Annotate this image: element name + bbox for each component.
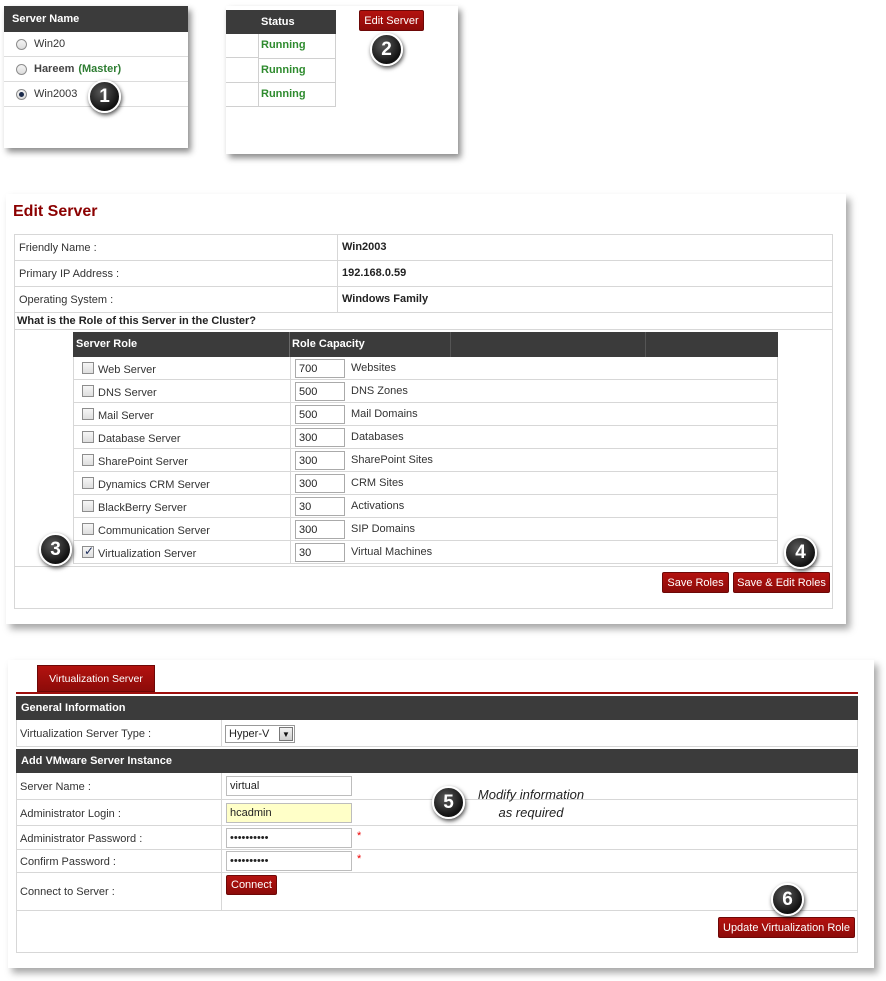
- step-badge-5: 5: [432, 786, 465, 819]
- os-row: [14, 287, 833, 313]
- ip-row: [14, 261, 833, 287]
- capacity-unit: Websites: [351, 362, 397, 374]
- role-name: BlackBerry Server: [98, 502, 187, 514]
- edit-server-button[interactable]: Edit Server: [359, 10, 424, 31]
- step-badge-6: 6: [771, 883, 804, 916]
- stub-cell: [226, 59, 258, 83]
- admin-password-row: [16, 826, 858, 850]
- divider: [221, 873, 222, 910]
- tab-virtualization-server[interactable]: Virtualization Server: [37, 665, 155, 692]
- role-name: Mail Server: [98, 410, 154, 422]
- capacity-unit: Virtual Machines: [351, 546, 433, 558]
- step-badge-1: 1: [88, 80, 121, 113]
- checkbox[interactable]: [82, 362, 94, 374]
- required-mark: *: [357, 830, 362, 842]
- admin-password-label: Administrator Password :: [20, 833, 143, 845]
- capacity-input[interactable]: 30: [295, 543, 345, 562]
- admin-password-input[interactable]: ••••••••••: [226, 828, 352, 848]
- role-name: Dynamics CRM Server: [98, 479, 210, 491]
- server-name-label: Server Name :: [20, 781, 91, 793]
- admin-login-input[interactable]: hcadmin: [226, 803, 352, 823]
- friendly-name-label: Friendly Name :: [19, 242, 97, 254]
- server-name: Hareem: [34, 63, 75, 75]
- checkbox[interactable]: [82, 385, 94, 397]
- capacity-unit: Databases: [351, 431, 404, 443]
- checkbox[interactable]: [82, 454, 94, 466]
- capacity-input[interactable]: 500: [295, 405, 345, 424]
- divider: [290, 357, 291, 379]
- checkbox[interactable]: [82, 477, 94, 489]
- os-label: Operating System :: [19, 294, 114, 306]
- col-divider: [450, 332, 451, 357]
- capacity-input[interactable]: 300: [295, 451, 345, 470]
- divider: [221, 720, 222, 746]
- server-type-select[interactable]: [225, 725, 295, 743]
- save-roles-button[interactable]: Save Roles: [662, 572, 729, 593]
- vmware-header: Add VMware Server Instance: [16, 749, 858, 773]
- connect-button[interactable]: Connect: [226, 875, 277, 895]
- role-name: Database Server: [98, 433, 181, 445]
- status-running: Running: [258, 34, 336, 59]
- role-name: SharePoint Server: [98, 456, 188, 468]
- divider: [221, 800, 222, 825]
- step-badge-2: 2: [370, 33, 403, 66]
- admin-login-label: Administrator Login :: [20, 808, 121, 820]
- note-line-2: as required: [498, 805, 564, 820]
- capacity-unit: Activations: [351, 500, 405, 512]
- status-stub-header: [226, 10, 258, 34]
- role-name: Virtualization Server: [98, 548, 197, 560]
- role-row-database: [73, 426, 778, 449]
- capacity-input[interactable]: 300: [295, 520, 345, 539]
- capacity-unit: SharePoint Sites: [351, 454, 433, 466]
- status-header: Status: [258, 10, 336, 34]
- capacity-input[interactable]: 300: [295, 474, 345, 493]
- divider: [337, 287, 338, 312]
- role-name: Communication Server: [98, 525, 210, 537]
- divider: [290, 541, 291, 563]
- role-row-communication: [73, 518, 778, 541]
- capacity-input[interactable]: 30: [295, 497, 345, 516]
- friendly-name-value: Win2003: [342, 241, 387, 253]
- ip-label: Primary IP Address :: [19, 268, 120, 280]
- role-row-dns: [73, 380, 778, 403]
- page-title: Edit Server: [13, 203, 98, 220]
- divider: [290, 495, 291, 517]
- role-question: What is the Role of this Server in the Cluster?: [17, 315, 256, 327]
- server-row-hareem[interactable]: [4, 57, 188, 82]
- general-info-header: General Information: [16, 696, 858, 720]
- checkbox[interactable]: [82, 523, 94, 535]
- capacity-unit: Mail Domains: [351, 408, 418, 420]
- capacity-input[interactable]: 700: [295, 359, 345, 378]
- divider: [221, 850, 222, 872]
- divider: [290, 380, 291, 402]
- ip-value: 192.168.0.59: [342, 267, 407, 279]
- col-role-header: Server Role: [76, 338, 138, 350]
- confirm-password-label: Confirm Password :: [20, 856, 116, 868]
- server-name-header: Server Name: [4, 6, 188, 32]
- capacity-input[interactable]: 500: [295, 382, 345, 401]
- note-text: [464, 786, 598, 822]
- role-row-blackberry: [73, 495, 778, 518]
- col-capacity-header: Role Capacity: [292, 338, 365, 350]
- divider: [337, 235, 338, 260]
- checkbox[interactable]: [82, 500, 94, 512]
- server-name: Win20: [34, 38, 66, 50]
- step-badge-4: 4: [784, 536, 817, 569]
- role-row-crm: [73, 472, 778, 495]
- divider: [290, 403, 291, 425]
- tab-underline: [16, 692, 858, 694]
- save-edit-roles-button[interactable]: Save & Edit Roles: [733, 572, 830, 593]
- checkbox[interactable]: [82, 408, 94, 420]
- divider: [221, 773, 222, 799]
- roles-table-header: [73, 332, 778, 357]
- server-row-win20[interactable]: [4, 32, 188, 57]
- col-divider: [289, 332, 290, 357]
- role-name: Web Server: [98, 364, 156, 376]
- role-name: DNS Server: [98, 387, 157, 399]
- connect-row: [16, 873, 858, 911]
- divider: [221, 826, 222, 849]
- server-name: Win2003: [34, 88, 78, 100]
- note-line-1: Modify information: [477, 787, 585, 802]
- divider: [290, 449, 291, 471]
- divider: [290, 518, 291, 540]
- radio-button-selected[interactable]: [16, 89, 27, 100]
- chevron-down-icon[interactable]: ▼: [279, 727, 293, 741]
- role-row-web: [73, 357, 778, 380]
- master-label: (Master): [78, 63, 122, 75]
- checkbox-checked[interactable]: [82, 546, 94, 558]
- connect-label: Connect to Server :: [20, 886, 115, 898]
- os-value: Windows Family: [342, 293, 429, 305]
- question-divider: [14, 329, 833, 330]
- capacity-unit: CRM Sites: [351, 477, 404, 489]
- divider: [290, 472, 291, 494]
- status-running: Running: [258, 59, 336, 83]
- capacity-unit: SIP Domains: [351, 523, 415, 535]
- server-name-input[interactable]: virtual: [226, 776, 352, 796]
- stub-cell: [226, 83, 258, 107]
- role-row-mail: [73, 403, 778, 426]
- radio-button[interactable]: [16, 39, 27, 50]
- step-badge-3: 3: [39, 533, 72, 566]
- role-row-sharepoint: [73, 449, 778, 472]
- confirm-password-input[interactable]: ••••••••••: [226, 851, 352, 871]
- capacity-unit: DNS Zones: [351, 385, 408, 397]
- capacity-input[interactable]: 300: [295, 428, 345, 447]
- divider: [337, 261, 338, 286]
- server-type-value: Hyper-V: [229, 728, 270, 740]
- server-type-row: [16, 720, 858, 747]
- radio-button[interactable]: [16, 64, 27, 75]
- required-mark: *: [357, 853, 362, 865]
- update-virtualization-role-button[interactable]: Update Virtualization Role: [718, 917, 855, 938]
- server-type-label: Virtualization Server Type :: [20, 728, 152, 740]
- buttons-divider: [14, 566, 833, 567]
- divider: [290, 426, 291, 448]
- friendly-name-row: [14, 234, 833, 261]
- stub-cell: [226, 34, 258, 58]
- col-divider: [645, 332, 646, 357]
- role-row-virtualization: [73, 541, 778, 564]
- checkbox[interactable]: [82, 431, 94, 443]
- status-running: Running: [258, 83, 336, 107]
- confirm-password-row: [16, 850, 858, 873]
